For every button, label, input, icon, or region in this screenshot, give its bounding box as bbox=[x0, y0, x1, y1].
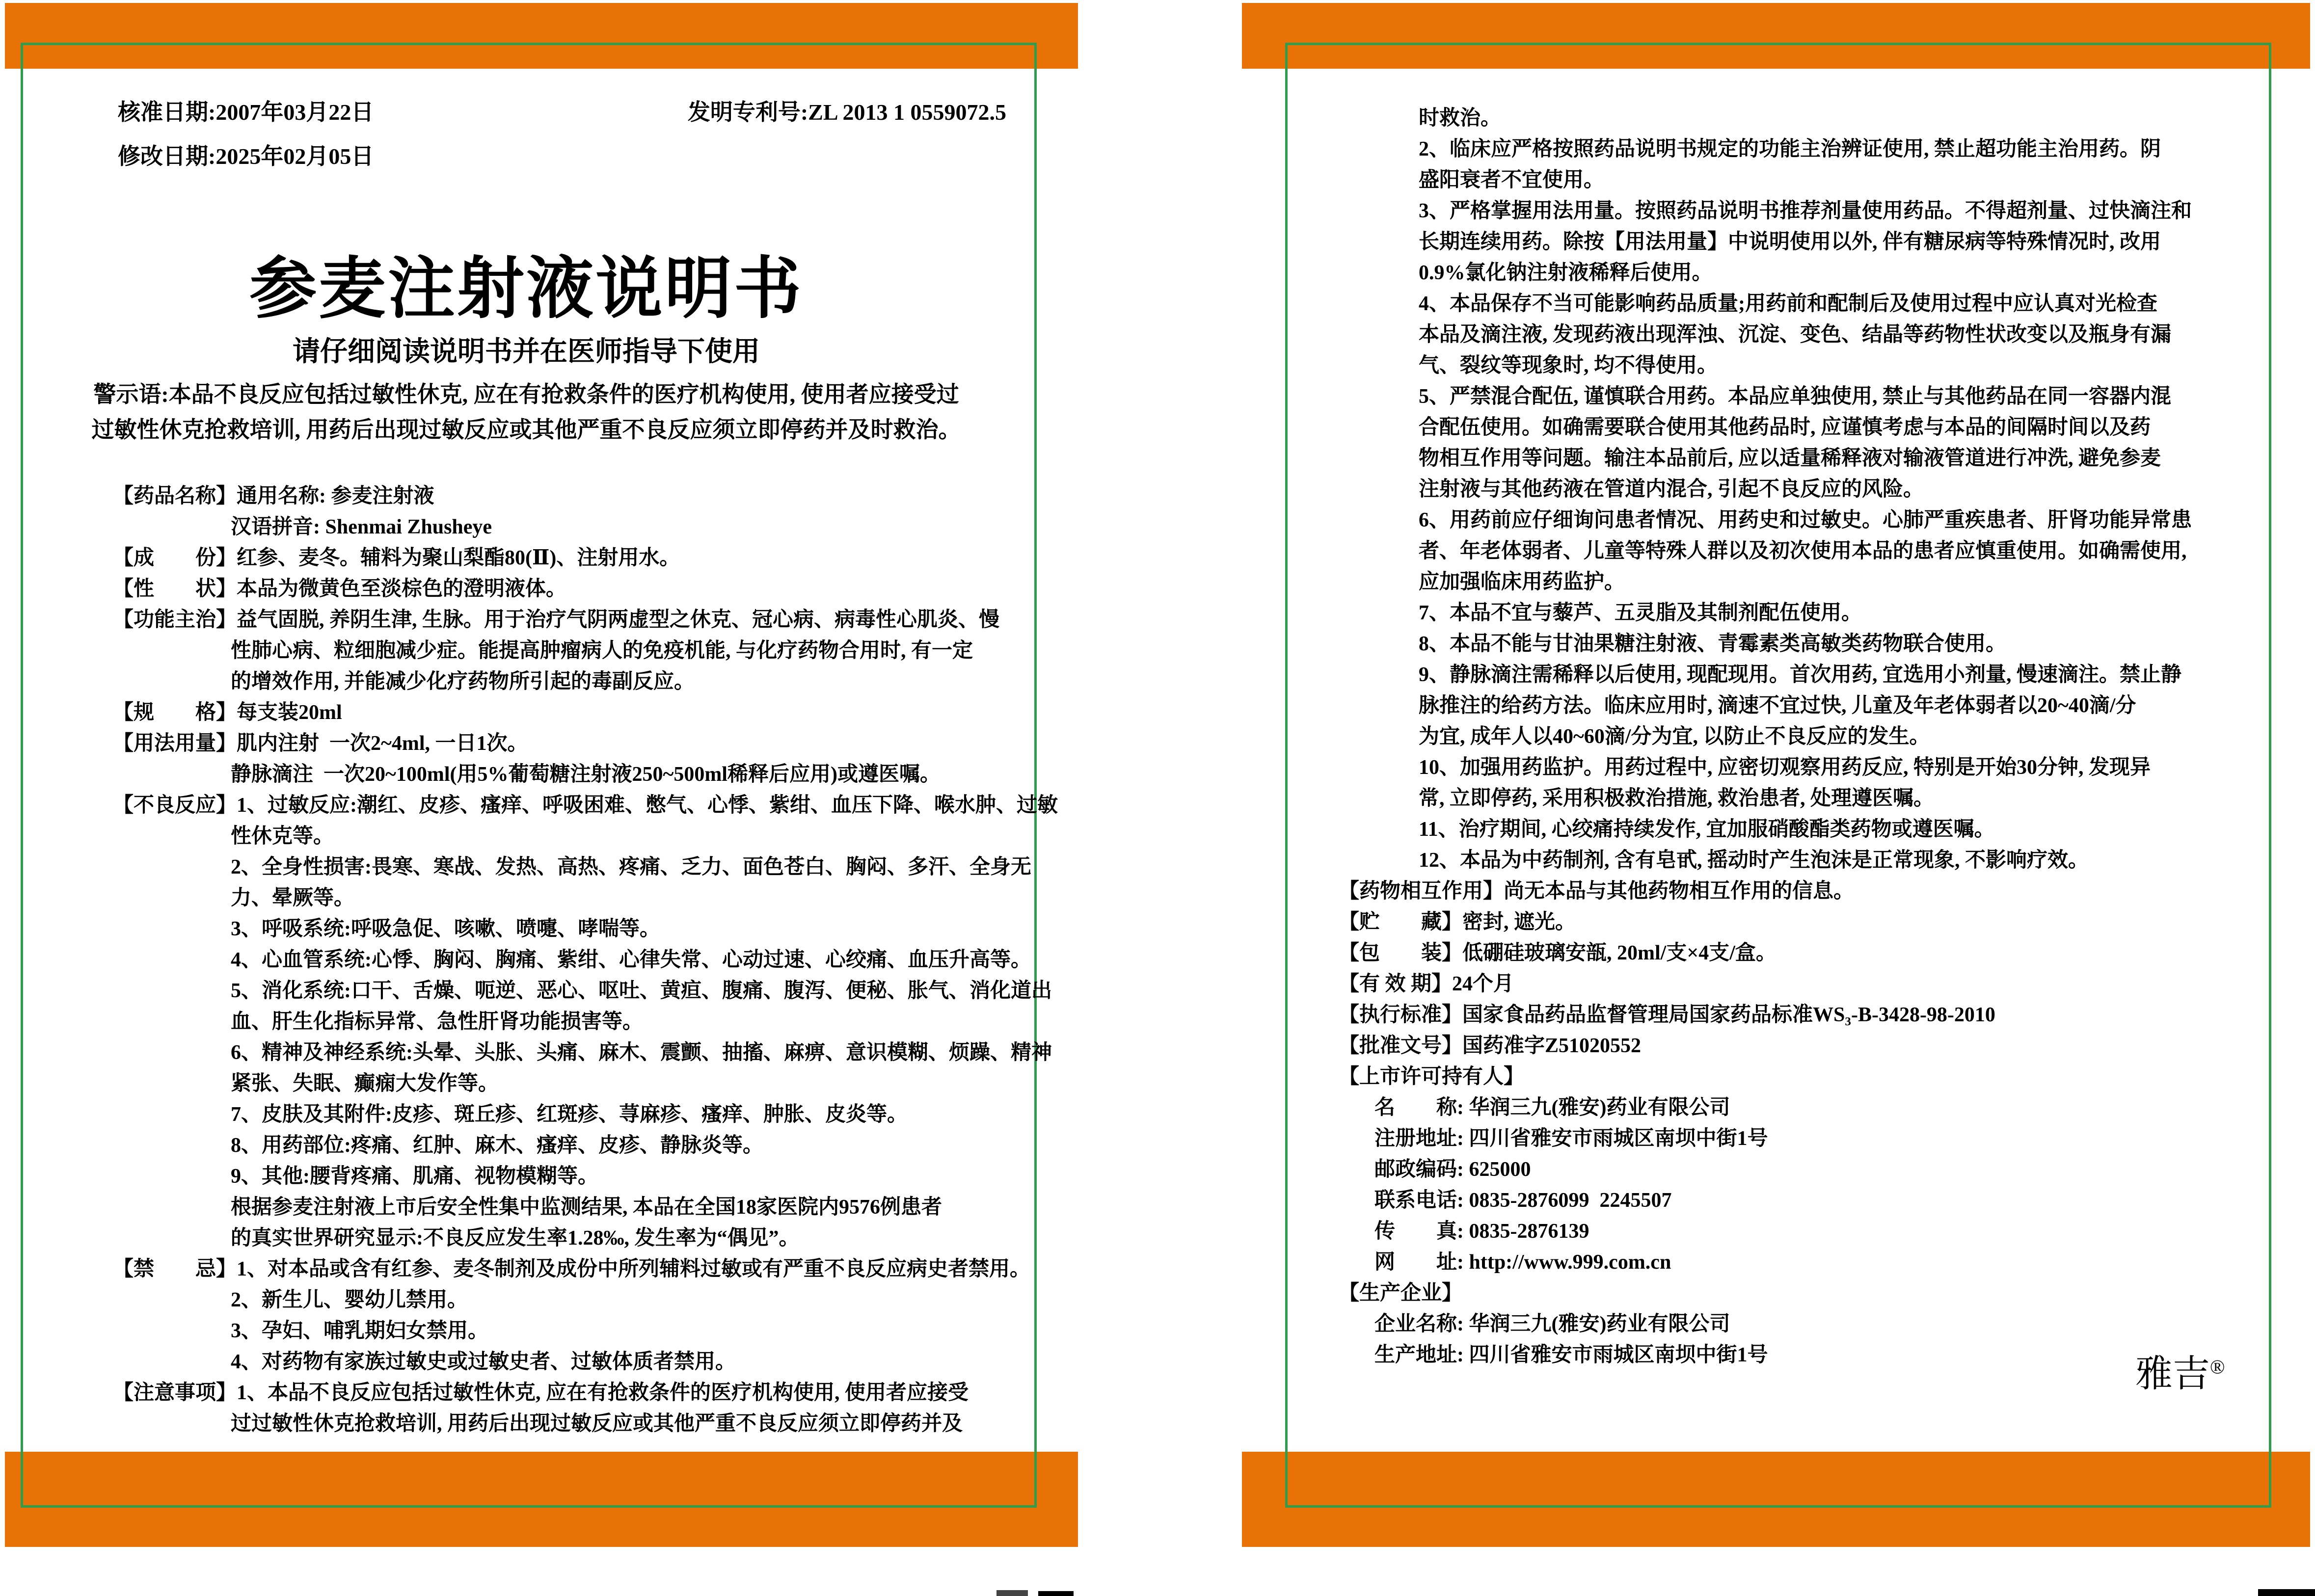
text-line bbox=[113, 1130, 1026, 1161]
section-label bbox=[113, 945, 231, 976]
text-line: 6、用药前应仔细询问患者情况、用药史和过敏史。心肺严重疾患者、肝肾功能异常患 bbox=[1419, 509, 2192, 532]
section-label bbox=[113, 883, 231, 914]
section-label: 【功能主治】 bbox=[113, 609, 237, 631]
line-text: 4、心血管系统:心悸、胸闷、胸痛、紫绀、心律失常、心动过速、心绞痛、血压升高等。 bbox=[231, 949, 1031, 971]
line-text: 本品为微黄色至淡棕色的澄明液体。 bbox=[237, 578, 567, 600]
section-label bbox=[113, 1068, 231, 1099]
text-line: 0.9%氯化钠注射液稀释后使用。 bbox=[1419, 262, 1713, 284]
section-label bbox=[113, 512, 231, 543]
text-line: 合配伍使用。如确需要联合使用其他药品时, 应谨慎考虑与本品的间隔时间以及药 bbox=[1419, 416, 2151, 439]
text-line: 长期连续用药。除按【用法用量】中说明使用以外, 伴有糖尿病等特殊情况时, 改用 bbox=[1419, 231, 2161, 253]
text-line bbox=[113, 1285, 1026, 1316]
text-line bbox=[113, 1099, 1026, 1130]
revision-date: 修改日期:2025年02月05日 bbox=[118, 144, 374, 169]
section-label bbox=[113, 976, 231, 1007]
section-label bbox=[113, 1223, 231, 1254]
text-line: 邮政编码: 625000 bbox=[1374, 1158, 1531, 1181]
section-label bbox=[113, 1007, 231, 1037]
section-label: 【药品名称】 bbox=[113, 485, 237, 507]
text-line bbox=[113, 852, 1031, 883]
line-text: 过过敏性休克抢救培训, 用药后出现过敏反应或其他严重不良反应须立即停药并及 bbox=[231, 1412, 963, 1435]
section-label bbox=[113, 1161, 231, 1192]
section-label bbox=[113, 821, 231, 852]
text-line: 网 址: http://www.999.com.cn bbox=[1374, 1251, 1671, 1274]
warning-line-2: 过敏性休克抢救培训, 用药后出现过敏反应或其他严重不良反应须立即停药并及时救治。 bbox=[91, 417, 961, 442]
line-text: 血、肝生化指标异常、急性肝肾功能损害等。 bbox=[231, 1011, 644, 1033]
line-text: 4、对药物有家族过敏史或过敏史者、过敏体质者禁用。 bbox=[231, 1351, 736, 1373]
text-line: 联系电话: 0835-2876099 2245507 bbox=[1374, 1189, 1672, 1212]
text-line: 盛阳衰者不宜使用。 bbox=[1419, 169, 1605, 191]
text-line: 12、本品为中药制剂, 含有皂甙, 摇动时产生泡沫是正常现象, 不影响疗效。 bbox=[1419, 849, 2089, 872]
warning-line-1: 警示语:本品不良反应包括过敏性休克, 应在有抢救条件的医疗机构使用, 使用者应接受过 bbox=[93, 382, 959, 407]
text-line: 物相互作用等问题。输注本品前后, 应以适量稀释液对输液管道进行冲洗, 避免参麦 bbox=[1419, 447, 2161, 470]
section-label: 【禁 忌】 bbox=[113, 1258, 237, 1280]
text-line bbox=[113, 945, 1031, 976]
text-line bbox=[113, 821, 1026, 852]
line-text: 性肺心病、粒细胞减少症。能提高肿瘤病人的免疫机能, 与化疗药物合用时, 有一定 bbox=[231, 639, 973, 662]
line-text: 性休克等。 bbox=[231, 825, 334, 848]
text-line: 11、治疗期间, 心绞痛持续发作, 宜加服硝酸酯类药物或遵医嘱。 bbox=[1419, 818, 1995, 841]
text-line: 者、年老体弱者、儿童等特殊人群以及初次使用本品的患者应慎重使用。如确需使用, bbox=[1419, 540, 2187, 562]
text-line: 【生产企业】 bbox=[1339, 1282, 1463, 1304]
section-label bbox=[113, 1316, 231, 1347]
text-line: 常, 立即停药, 采用积极救治措施, 救治患者, 处理遵医嘱。 bbox=[1419, 787, 1935, 810]
section-label bbox=[113, 1099, 231, 1130]
text-line bbox=[113, 636, 1026, 666]
section-label: 【成 份】 bbox=[113, 547, 237, 569]
section-label bbox=[113, 1192, 231, 1223]
text-line: 4、本品保存不当可能影响药品质量;用药前和配制后及使用过程中应认真对光检查 bbox=[1419, 293, 2157, 315]
text-line bbox=[113, 728, 1026, 759]
text-line: 应加强临床用药监护。 bbox=[1419, 571, 1625, 593]
line-text: 红参、麦冬。辅料为聚山梨酯80(Ⅱ)、注射用水。 bbox=[237, 547, 680, 569]
line-text: 汉语拼音: Shenmai Zhusheye bbox=[231, 516, 492, 538]
text-line: 时救治。 bbox=[1419, 107, 1502, 130]
line-text: 1、过敏反应:潮红、皮疹、瘙痒、呼吸困难、憋气、心悸、紫绀、血压下降、喉水肿、过敏 bbox=[237, 794, 1058, 817]
right-page-body bbox=[1339, 103, 2230, 1371]
text-line bbox=[113, 1223, 1026, 1254]
line-text: 9、其他:腰背疼痛、肌痛、视物模糊等。 bbox=[231, 1165, 598, 1188]
text-line: 【批准文号】国药准字Z51020552 bbox=[1339, 1035, 1642, 1057]
text-line: 【执行标准】国家食品药品监督管理局国家药品标准WS₃-B-3428-98-2010 bbox=[1339, 1004, 1995, 1026]
print-mark bbox=[1038, 1591, 1074, 1596]
text-line: 9、静脉滴注需稀释以后使用, 现配现用。首次用药, 宜选用小剂量, 慢速滴注。禁止静 bbox=[1419, 664, 2182, 686]
line-text: 根据参麦注射液上市后安全性集中监测结果, 本品在全国18家医院内9576例患者 bbox=[231, 1196, 942, 1219]
line-text: 紧张、失眠、癫痫大发作等。 bbox=[231, 1072, 499, 1095]
line-text: 2、新生儿、婴幼儿禁用。 bbox=[231, 1289, 468, 1311]
text-line: 5、严禁混合配伍, 谨慎联合用药。本品应单独使用, 禁止与其他药品在同一容器内混 bbox=[1419, 385, 2172, 408]
text-line: 脉推注的给药方法。临床应用时, 滴速不宜过快, 儿童及年老体弱者以20~40滴/分 bbox=[1419, 694, 2136, 717]
text-line bbox=[113, 759, 1026, 790]
line-text: 每支装20ml bbox=[237, 701, 342, 724]
text-line: 气、裂纹等现象时, 均不得使用。 bbox=[1419, 354, 1718, 377]
text-line: 名 称: 华润三九(雅安)药业有限公司 bbox=[1374, 1096, 1730, 1119]
section-label bbox=[113, 852, 231, 883]
section-label: 【不良反应】 bbox=[113, 794, 237, 817]
line-text: 肌内注射 一次2~4ml, 一日1次。 bbox=[237, 732, 528, 755]
section-label bbox=[113, 1130, 231, 1161]
line-text: 力、晕厥等。 bbox=[231, 887, 355, 909]
text-line bbox=[113, 697, 1026, 728]
text-line bbox=[113, 790, 1058, 821]
text-line: 10、加强用药监护。用药过程中, 应密切观察用药反应, 特别是开始30分钟, 发现异 bbox=[1419, 756, 2151, 779]
text-line bbox=[113, 1161, 1026, 1192]
patent-number: 发明专利号:ZL 2013 1 0559072.5 bbox=[687, 100, 1006, 125]
page-subtitle: 请仔细阅读说明书并在医师指导下使用 bbox=[293, 337, 760, 367]
text-line bbox=[113, 1347, 1026, 1378]
text-line: 7、本品不宜与藜芦、五灵脂及其制剂配伍使用。 bbox=[1419, 602, 1862, 624]
text-line: 【上市许可持有人】 bbox=[1339, 1065, 1525, 1088]
section-label: 【用法用量】 bbox=[113, 732, 237, 755]
text-line bbox=[113, 1068, 1026, 1099]
text-line bbox=[113, 666, 1026, 697]
line-text: 8、用药部位:疼痛、红肿、麻木、瘙痒、皮疹、静脉炎等。 bbox=[231, 1134, 763, 1157]
text-line: 本品及滴注液, 发现药液出现浑浊、沉淀、变色、结晶等药物性状改变以及瓶身有漏 bbox=[1419, 323, 2172, 346]
section-label bbox=[113, 1037, 231, 1068]
print-mark bbox=[996, 1590, 1028, 1596]
text-line bbox=[113, 481, 1026, 512]
line-text: 1、本品不良反应包括过敏性休克, 应在有抢救条件的医疗机构使用, 使用者应接受 bbox=[237, 1382, 969, 1404]
text-line: 【药物相互作用】尚无本品与其他药物相互作用的信息。 bbox=[1339, 880, 1855, 903]
text-line bbox=[113, 605, 1026, 636]
text-line bbox=[113, 1409, 1026, 1439]
line-text: 3、呼吸系统:呼吸急促、咳嗽、喷嚏、哮喘等。 bbox=[231, 918, 660, 940]
text-line bbox=[113, 543, 1026, 574]
line-text: 2、全身性损害:畏寒、寒战、发热、高热、疼痛、乏力、面色苍白、胸闷、多汗、全身无 bbox=[231, 856, 1031, 878]
text-line: 【包 装】低硼硅玻璃安瓿, 20ml/支×4支/盒。 bbox=[1339, 942, 1777, 964]
text-line bbox=[113, 1254, 1031, 1285]
text-line: 传 真: 0835-2876139 bbox=[1374, 1220, 1589, 1243]
section-label bbox=[113, 666, 231, 697]
text-line: 【有 效 期】24个月 bbox=[1339, 973, 1514, 995]
text-line: 8、本品不能与甘油果糖注射液、青霉素类高敏类药物联合使用。 bbox=[1419, 633, 2007, 655]
line-text: 静脉滴注 一次20~100ml(用5%葡萄糖注射液250~500ml稀释后应用)或遵医嘱。 bbox=[231, 763, 941, 786]
text-line: 生产地址: 四川省雅安市雨城区南坝中街1号 bbox=[1374, 1344, 1768, 1366]
page-title: 参麦注射液说明书 bbox=[249, 252, 803, 326]
print-mark bbox=[2258, 1589, 2315, 1596]
section-label: 【规 格】 bbox=[113, 701, 237, 724]
section-label bbox=[113, 759, 231, 790]
text-line bbox=[113, 1378, 1026, 1409]
text-line bbox=[113, 1192, 1026, 1223]
left-page-body bbox=[113, 481, 1058, 1439]
section-label: 【性 状】 bbox=[113, 578, 237, 600]
text-line bbox=[113, 1316, 1026, 1347]
text-line bbox=[113, 976, 1052, 1007]
text-line: 注射液与其他药液在管道内混合, 引起不良反应的风险。 bbox=[1419, 478, 1924, 501]
section-label bbox=[113, 636, 231, 666]
text-line: 3、严格掌握用法用量。按照药品说明书推荐剂量使用药品。不得超剂量、过快滴注和 bbox=[1419, 200, 2192, 222]
text-line: 为宜, 成年人以40~60滴/分为宜, 以防止不良反应的发生。 bbox=[1419, 725, 1930, 748]
line-text: 的增效作用, 并能减少化疗药物所引起的毒副反应。 bbox=[231, 670, 695, 693]
section-label: 【注意事项】 bbox=[113, 1382, 237, 1404]
warning-statement bbox=[21, 377, 1032, 448]
line-text: 6、精神及神经系统:头晕、头胀、头痛、麻木、震颤、抽搐、麻痹、意识模糊、烦躁、精神 bbox=[231, 1041, 1052, 1064]
text-line bbox=[113, 914, 1026, 945]
text-line bbox=[113, 574, 1026, 605]
brand-name: 雅吉 bbox=[2135, 1354, 2210, 1395]
section-label bbox=[113, 1347, 231, 1378]
text-line: 注册地址: 四川省雅安市雨城区南坝中街1号 bbox=[1374, 1127, 1768, 1150]
approval-date: 核准日期:2007年03月22日 bbox=[118, 100, 374, 125]
text-line: 【贮 藏】密封, 遮光。 bbox=[1339, 911, 1576, 933]
line-text: 5、消化系统:口干、舌燥、呃逆、恶心、呕吐、黄疸、腹痛、腹泻、便秘、胀气、消化道出 bbox=[231, 980, 1052, 1002]
text-line: 企业名称: 华润三九(雅安)药业有限公司 bbox=[1374, 1313, 1730, 1335]
section-label bbox=[113, 1409, 231, 1439]
line-text: 3、孕妇、哺乳期妇女禁用。 bbox=[231, 1320, 489, 1342]
text-line: 2、临床应严格按照药品说明书规定的功能主治辨证使用, 禁止超功能主治用药。阴 bbox=[1419, 138, 2161, 160]
line-text: 通用名称: 参麦注射液 bbox=[237, 485, 434, 507]
registered-trademark-icon: ® bbox=[2210, 1356, 2225, 1378]
text-line bbox=[113, 1037, 1052, 1068]
text-line bbox=[113, 883, 1026, 914]
section-label bbox=[113, 1285, 231, 1316]
text-line bbox=[113, 512, 1026, 543]
line-text: 的真实世界研究显示:不良反应发生率1.28‰, 发生率为“偶见”。 bbox=[231, 1227, 800, 1250]
line-text: 7、皮肤及其附件:皮疹、斑丘疹、红斑疹、荨麻疹、瘙痒、肿胀、皮炎等。 bbox=[231, 1103, 908, 1126]
section-label bbox=[113, 914, 231, 945]
line-text: 益气固脱, 养阴生津, 生脉。用于治疗气阴两虚型之休克、冠心病、病毒性心肌炎、慢 bbox=[237, 609, 1000, 631]
text-line bbox=[113, 1007, 1026, 1037]
brand-logo bbox=[2135, 1344, 2225, 1397]
line-text: 1、对本品或含有红参、麦冬制剂及成份中所列辅料过敏或有严重不良反应病史者禁用。 bbox=[237, 1258, 1031, 1280]
